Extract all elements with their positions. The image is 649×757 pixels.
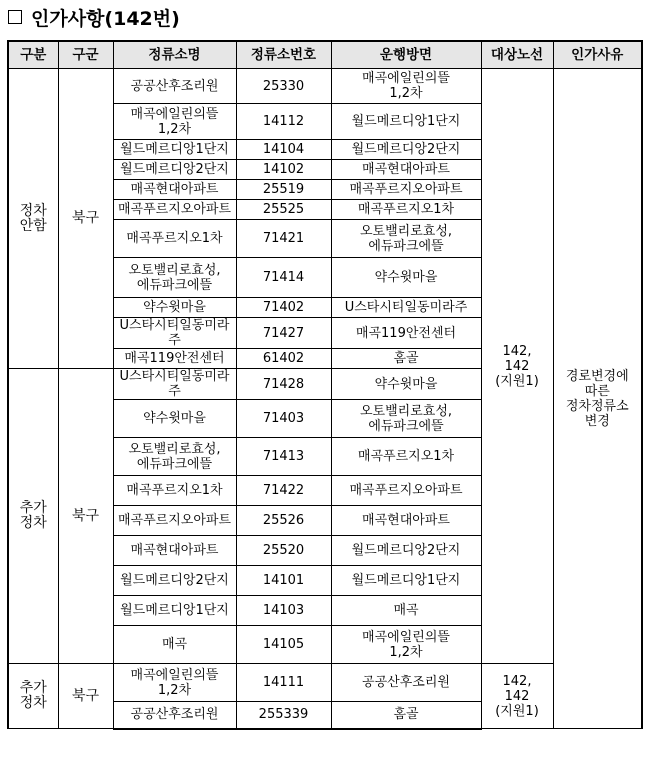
stop-name-cell: 매곡푸르지오1차 [113, 476, 236, 506]
direction-cell: 매곡현대아파트 [331, 506, 481, 536]
stop-name-cell: 매곡현대아파트 [113, 536, 236, 566]
checkbox-square-icon [8, 10, 22, 24]
reason-cell: 경로변경에 따른 정차정류소 변경 [553, 69, 642, 729]
stop-name-cell: U스타시티일동미라주 [113, 318, 236, 349]
stop-number-cell: 14105 [236, 626, 331, 664]
stop-number-cell: 25519 [236, 180, 331, 200]
direction-cell: 월드메르디앙1단지 [331, 104, 481, 140]
stop-number-cell: 14101 [236, 566, 331, 596]
header-reason: 인가사유 [553, 41, 642, 69]
direction-cell: 매곡에일린의뜰 1,2차 [331, 69, 481, 104]
stop-number-cell: 25525 [236, 200, 331, 220]
stop-name-cell: 월드메르디앙1단지 [113, 140, 236, 160]
stop-number-cell: 71403 [236, 400, 331, 438]
stop-number-cell: 255339 [236, 702, 331, 729]
district-cell: 북구 [58, 369, 113, 664]
stop-name-cell: 공공산후조리원 [113, 69, 236, 104]
target-route-cell: 142, 142 (지원1) [481, 69, 553, 664]
table-header-row [8, 41, 642, 69]
stop-number-cell: 14103 [236, 596, 331, 626]
direction-cell: 매곡현대아파트 [331, 160, 481, 180]
stop-number-cell: 71427 [236, 318, 331, 349]
direction-cell: 오토밸리로효성, 에듀파크에뜰 [331, 220, 481, 258]
header-direction: 운행방면 [331, 41, 481, 69]
stop-name-cell: 매곡119안전센터 [113, 349, 236, 369]
stop-number-cell: 71421 [236, 220, 331, 258]
direction-cell: 매곡푸르지오아파트 [331, 180, 481, 200]
category-cell: 추가 정차 [8, 369, 58, 664]
stop-name-cell: 약수윗마을 [113, 400, 236, 438]
stop-number-cell: 25330 [236, 69, 331, 104]
stop-name-cell: 약수윗마을 [113, 298, 236, 318]
category-cell: 정차 안함 [8, 69, 58, 369]
direction-cell: 매곡푸르지오아파트 [331, 476, 481, 506]
direction-cell: 약수윗마을 [331, 258, 481, 298]
stop-number-cell: 25520 [236, 536, 331, 566]
target-route-cell: 142, 142 (지원1) [481, 664, 553, 729]
table-row [8, 69, 642, 104]
stop-number-cell: 25526 [236, 506, 331, 536]
direction-cell: 월드메르디앙2단지 [331, 536, 481, 566]
stop-number-cell: 71428 [236, 369, 331, 400]
header-category: 구분 [8, 41, 58, 69]
direction-cell: 월드메르디앙2단지 [331, 140, 481, 160]
stop-name-cell: 공공산후조리원 [113, 702, 236, 729]
stop-number-cell: 14111 [236, 664, 331, 702]
stop-name-cell: 매곡 [113, 626, 236, 664]
category-cell: 추가 정차 [8, 664, 58, 729]
stop-number-cell: 14102 [236, 160, 331, 180]
direction-cell: 매곡 [331, 596, 481, 626]
stop-number-cell: 71413 [236, 438, 331, 476]
direction-cell: 월드메르디앙1단지 [331, 566, 481, 596]
direction-cell: 매곡119안전센터 [331, 318, 481, 349]
stop-number-cell: 14104 [236, 140, 331, 160]
stop-name-cell: 매곡에일린의뜰 1,2차 [113, 104, 236, 140]
direction-cell: 매곡푸르지오1차 [331, 200, 481, 220]
header-district: 구군 [58, 41, 113, 69]
direction-cell: 매곡푸르지오1차 [331, 438, 481, 476]
stop-name-cell: 매곡푸르지오아파트 [113, 200, 236, 220]
district-cell: 북구 [58, 69, 113, 369]
stop-name-cell: 매곡에일린의뜰 1,2차 [113, 664, 236, 702]
direction-cell: U스타시티일동미라주 [331, 298, 481, 318]
stop-name-cell: U스타시티일동미라주 [113, 369, 236, 400]
direction-cell: 홈골 [331, 702, 481, 729]
stop-number-cell: 71402 [236, 298, 331, 318]
stop-number-cell: 71414 [236, 258, 331, 298]
stop-name-cell: 월드메르디앙2단지 [113, 160, 236, 180]
district-cell: 북구 [58, 664, 113, 729]
direction-cell: 홈골 [331, 349, 481, 369]
direction-cell: 매곡에일린의뜰 1,2차 [331, 626, 481, 664]
stop-name-cell: 매곡푸르지오1차 [113, 220, 236, 258]
stop-name-cell: 오토밸리로효성, 에듀파크에뜰 [113, 258, 236, 298]
stop-name-cell: 매곡푸르지오아파트 [113, 506, 236, 536]
direction-cell: 약수윗마을 [331, 369, 481, 400]
stop-name-cell: 매곡현대아파트 [113, 180, 236, 200]
header-target-route: 대상노선 [481, 41, 553, 69]
header-stop-name: 정류소명 [113, 41, 236, 69]
direction-cell: 오토밸리로효성, 에듀파크에뜰 [331, 400, 481, 438]
table-row [8, 664, 642, 702]
header-stop-number: 정류소번호 [236, 41, 331, 69]
stop-name-cell: 오토밸리로효성, 에듀파크에뜰 [113, 438, 236, 476]
page-title [6, 2, 180, 32]
stop-number-cell: 14112 [236, 104, 331, 140]
page-title-text: 인가사항(142번) [31, 7, 180, 30]
stop-name-cell: 월드메르디앙1단지 [113, 596, 236, 626]
table-body [8, 69, 642, 729]
stop-name-cell: 월드메르디앙2단지 [113, 566, 236, 596]
stop-number-cell: 71422 [236, 476, 331, 506]
direction-cell: 공공산후조리원 [331, 664, 481, 702]
authorization-table [7, 40, 643, 730]
stop-number-cell: 61402 [236, 349, 331, 369]
